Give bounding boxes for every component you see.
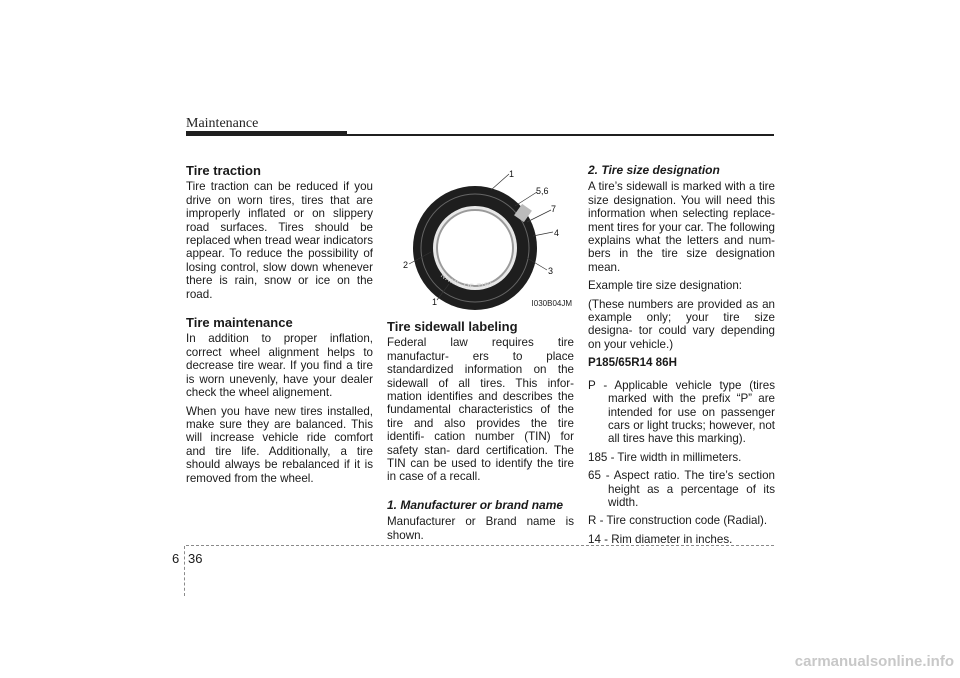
tire-size-text: A tire’s sidewall is marked with a tire size designation. You will need this information when selecting replace- ment tires for your car. The following explains what the letters and num- bers in the tire size designation mean.: [588, 180, 775, 274]
tire-maintenance-text-1: In addition to proper inflation, correct wheel alignment helps to decrease tire wear. If you find a tire is worn unevenly, have your dealer check the wheel alignement.: [186, 332, 373, 400]
manufacturer-text: Manufacturer or Brand name is shown.: [387, 515, 574, 542]
definition-item: 14 - Rim diameter in inches.: [588, 532, 733, 546]
header-rule-thin: [186, 134, 774, 136]
callout-5-6: 5,6: [536, 186, 549, 196]
tire-sidewall-figure: [387, 166, 574, 314]
tire-size-heading: 2. Tire size designation: [588, 163, 720, 177]
footer-vertical-rule: [184, 546, 185, 596]
tire-traction-heading: Tire traction: [186, 163, 261, 178]
callout-3: 3: [548, 266, 554, 276]
column-3: [588, 164, 775, 551]
sidewall-name-text: NAME OF TIRE: [439, 272, 497, 291]
example-note: (These numbers are provided as an example only; your tire size designa- tor could vary depending on your vehicle.): [588, 297, 775, 351]
wheel-inner: [437, 210, 513, 286]
tire-traction-text: Tire traction can be reduced if you drive on worn tires, tires that are improperly inflated or on slippery road surfaces. Tires should be replaced when tread wear indicators appear. To reduce the possibility of losing control, slow down whenever there is rain, snow or ice on the road.: [186, 180, 373, 301]
callout-7: 7: [551, 204, 557, 214]
column-1: [186, 164, 373, 490]
callout-1-bottom: 1: [432, 297, 438, 307]
page-number: 36: [188, 551, 203, 566]
callout-2: 2: [403, 260, 409, 270]
column-2: [387, 166, 574, 547]
watermark-text: carmanualsonline.info: [794, 653, 954, 670]
tire-illustration: [387, 166, 574, 314]
example-label: Example tire size designation:: [588, 279, 743, 293]
definition-item: P - Applicable vehicle type (tires marked with the prefix “P” are intended for use on passenger cars or light trucks; however, not all tires have this marking).: [588, 378, 775, 446]
figure-code: I030B04JM: [531, 298, 572, 308]
definition-item: R - Tire construction code (Radial).: [588, 514, 768, 528]
page-header-title: Maintenance: [186, 116, 259, 131]
chapter-number: 6: [172, 551, 180, 566]
sidewall-labeling-heading: Tire sidewall labeling: [387, 319, 518, 334]
callout-1-top: 1: [509, 169, 515, 179]
callout-4: 4: [554, 228, 560, 238]
tire-maintenance-heading: Tire maintenance: [186, 315, 293, 331]
example-value: P185/65R14 86H: [588, 356, 677, 370]
sidewall-labeling-text: Federal law requires tire manufactur- ers to place standardized information on the sidewall of all tires. This infor- mation identifies and describes the fundamental characteristics of the tire and also provides the tire identifi- cation number (TIN) for safety stan- dard certification. The TIN can be used to identify the tire in case of a recall.: [387, 336, 574, 484]
tire-maintenance-text-2: When you have new tires installed, make sure they are balanced. This will increase vehicle ride comfort and tire life. Additionally, a tire should always be rebalanced if it is removed from the wheel.: [186, 404, 373, 485]
manufacturer-heading: 1. Manufacturer or brand name: [387, 497, 564, 512]
footer-rule: [186, 545, 774, 546]
definition-item: 185 - Tire width in millimeters.: [588, 450, 742, 464]
definition-item: 65 - Aspect ratio. The tire’s section height as a percentage of its width.: [588, 469, 775, 509]
